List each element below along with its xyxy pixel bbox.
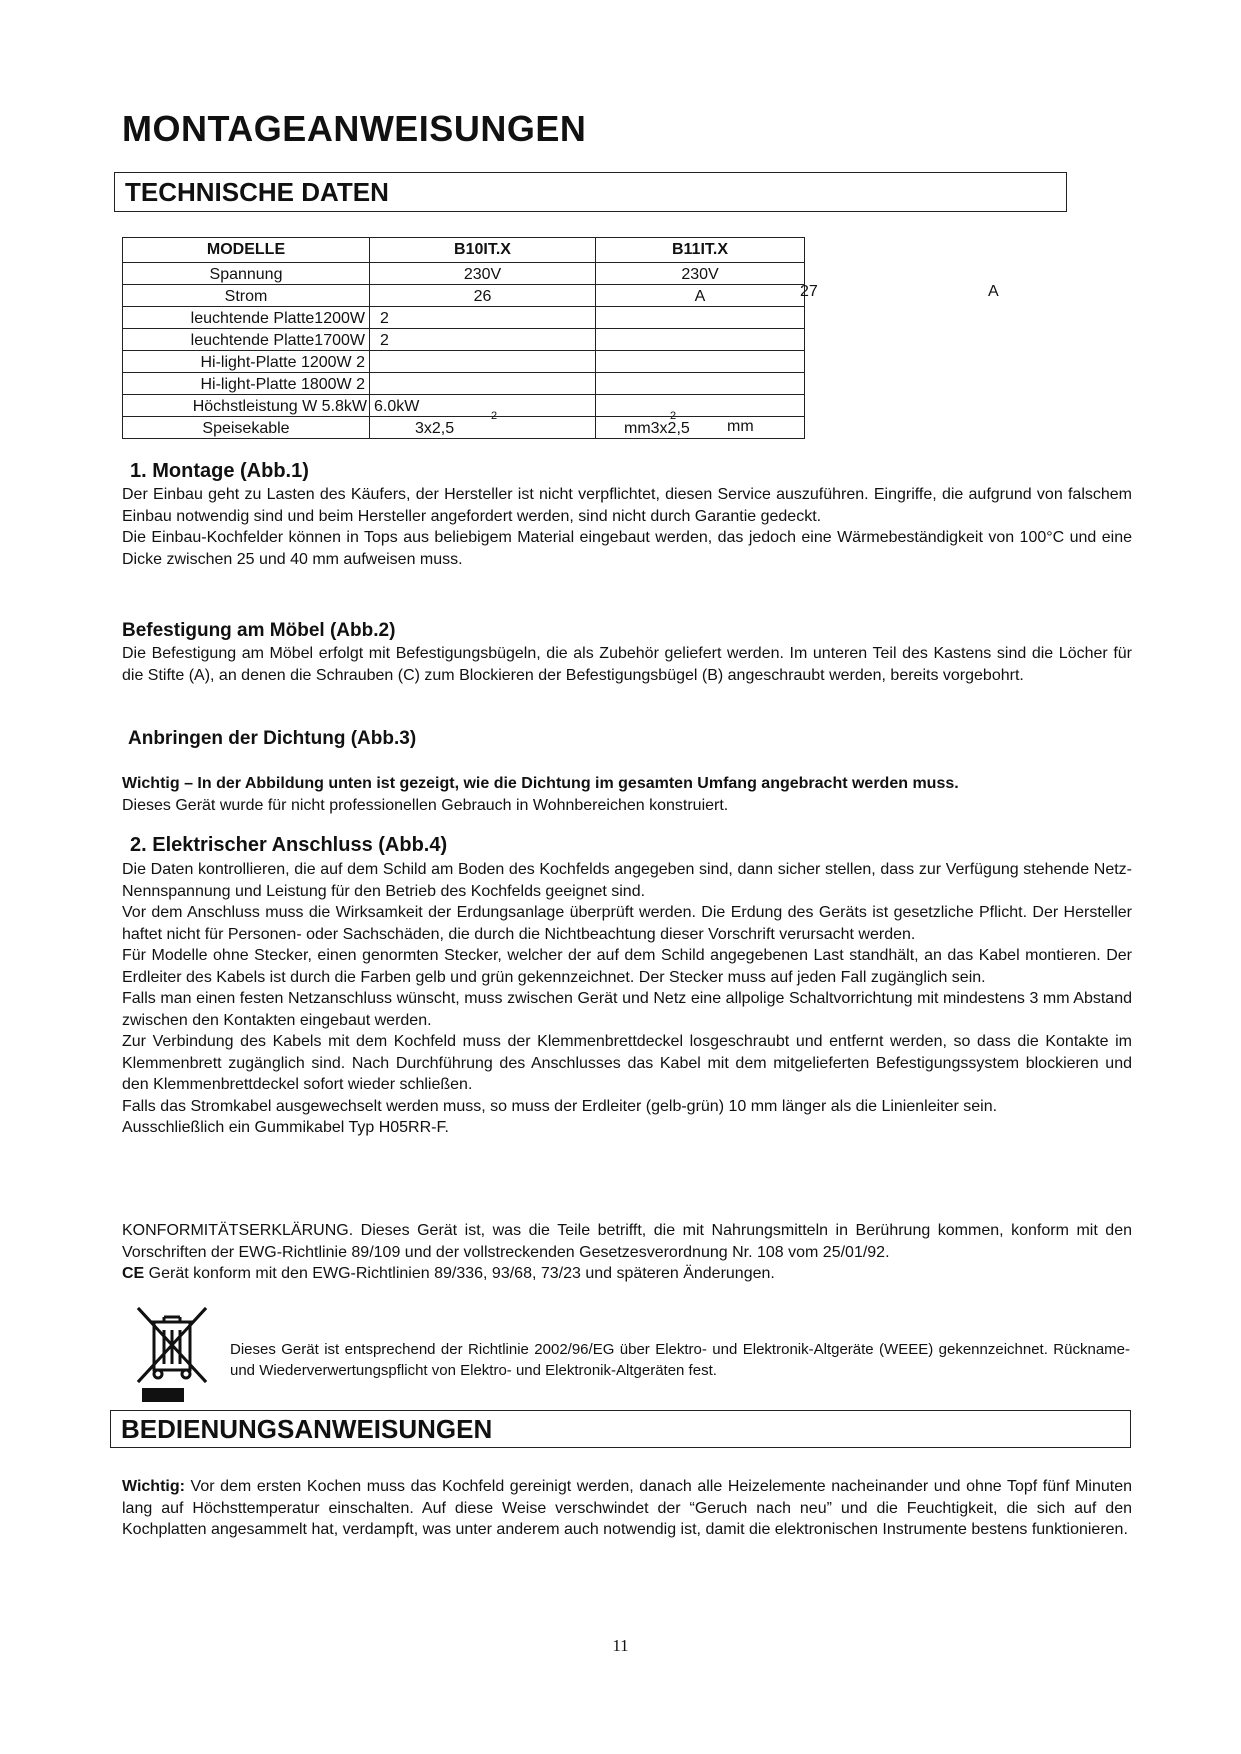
dichtung-section [122,773,1132,816]
superscript: 2 [670,410,677,422]
paragraph [122,1476,1132,1541]
table-cell: 230V [596,263,805,285]
konformitaet-section [122,1220,1132,1285]
table-cell [370,351,596,373]
table-cell [596,329,805,351]
table-cell: A [596,285,805,307]
table-row [123,351,805,373]
table-header-cell: B10IT.X [370,238,596,263]
spec-table [122,237,805,439]
ce-text: Gerät konform mit den EWG-Richtlinien 89/336, 93/68, 73/23 und späteren Änderungen. [144,1265,775,1282]
table-row [123,263,805,285]
paragraph: Zur Verbindung des Kabels mit dem Kochfeld muss der Klemmenbrettdeckel losgeschraubt und entfernt werden, so dass die Kontakte im Klemmenbrett zugänglich sind. Nach Durchführung des Anschlusses das Kabel mit dem mitgelieferten Befestigungssystem blockieren und den Klemmenbrettdeckel sofort wieder schließen. [122,1033,1132,1093]
table-cell: Hi-light-Platte 1200W 2 [123,351,370,373]
bedienung-heading-text: BEDIENUNGSANWEISUNGEN [121,1414,493,1444]
table-cell [596,373,805,395]
page-title: MONTAGEANWEISUNGEN [122,108,587,149]
table-cell: 2 [370,329,596,351]
paragraph: Die Daten kontrollieren, die auf dem Schild am Boden des Kochfelds angegeben sind, dann sicher stellen, dass zur Verfügung stehende Netz-Nennspannung und Leistung für den Betrieb des Kochfelds geeignet sind. [122,861,1132,900]
paragraph: Die Einbau-Kochfelder können in Tops aus beliebigem Material eingebaut werden, das jedoch eine Wärmebeständigkeit von 100°C und eine Dicke zwischen 25 und 40 mm aufweisen muss. [122,529,1132,568]
table-cell [596,395,805,417]
table-cell: leuchtende Platte1700W [123,329,370,351]
paragraph: Falls das Stromkabel ausgewechselt werden muss, so muss der Erdleiter (gelb-grün) 10 mm länger als die Linienleiter sein. [122,1097,998,1115]
table-header-cell: B11IT.X [596,238,805,263]
table-cell: 2 [370,307,596,329]
stray-value-a: A [988,283,999,300]
unit-mm: mm [727,418,754,435]
table-cell: Hi-light-Platte 1800W 2 [123,373,370,395]
befestigung-heading: Befestigung am Möbel (Abb.2) [122,620,396,641]
table-cell: mm3x2,5 [596,417,805,439]
stray-value-27: 27 [800,283,818,300]
table-header-cell: MODELLE [123,238,370,263]
table-cell: Strom [123,285,370,307]
paragraph: Für Modelle ohne Stecker, einen genormten Stecker, welcher der auf dem Schild angegebenen Last standhält, an das Kabel montieren. Der Erdleiter des Kabels ist durch die Farben gelb und grün gekennzeichnet. Der Stecker muss auf jeden Fall zugänglich sein. [122,947,1132,986]
elektrisch-section [122,859,1132,1139]
table-row [123,373,805,395]
table-cell [596,307,805,329]
befestigung-section [122,643,1132,686]
montage-heading: 1. Montage (Abb.1) [130,460,309,482]
paragraph: Falls man einen festen Netzanschluss wünscht, muss zwischen Gerät und Netz eine allpolige Schaltvorrichtung mit mindestens 3 mm Abstand zwischen den Kontakten eingebaut werden. [122,990,1132,1029]
table-cell [596,351,805,373]
weee-note: Dieses Gerät ist entsprechend der Richtlinie 2002/96/EG über Elektro- und Elektronik-Altgeräte (WEEE) gekennzeichnet. Rückname- und Wiederverwertungspflicht von Elektro- und Elektronik-Altgeräten fest. [230,1341,1130,1379]
table-row [123,417,805,439]
page-number: 11 [612,1636,629,1655]
paragraph: Die Befestigung am Möbel erfolgt mit Befestigungsbügeln, die als Zubehör geliefert werden. Im unteren Teil des Kastens sind die Löcher für die Stifte (A), an denen die Schrauben (C) zum Blockieren der Befestigungsbügel (B) angeschraubt werden, bereits vorgebohrt. [122,645,1132,684]
table-cell [370,373,596,395]
ce-line [122,1263,1132,1285]
table-row [123,395,805,417]
table-row [123,285,805,307]
table-cell: 6.0kW [370,395,596,417]
important-text: Vor dem ersten Kochen muss das Kochfeld gereinigt werden, danach alle Heizelemente nacheinander und ohne Topf fünf Minuten lang auf Höchsttemperatur einschalten. Auf diese Weise verschwindet der “Geruch nach neu” und die Feuchtigkeit, die sich auf den Kochplatten angesammelt hat, verdampft, was unter anderem auch notwendig ist, damit die elektronischen Instrumente bestens funktionieren. [122,1478,1132,1538]
table-cell: Speisekable [123,417,370,439]
tech-data-heading [114,172,1067,212]
table-cell: 230V [370,263,596,285]
montage-section [122,484,1132,570]
paragraph: Der Einbau geht zu Lasten des Käufers, der Hersteller ist nicht verpflichtet, diesen Service auszuführen. Eingriffe, die aufgrund von falschem Einbau notwendig sind und beim Hersteller angefordert werden, sind nicht durch Garantie gedeckt. [122,486,1132,525]
bedienung-heading [110,1410,1131,1448]
paragraph: Vor dem Anschluss muss die Wirksamkeit der Erdungsanlage überprüft werden. Die Erdung des Geräts ist gesetzliche Pflicht. Der Hersteller haftet nicht für Personen- oder Sachschäden, die durch die Nichtbeachtung dieser Vorschrift verursacht werden. [122,904,1132,943]
table-header-row [123,238,805,263]
table-cell: leuchtende Platte1200W [123,307,370,329]
paragraph: KONFORMITÄTSERKLÄRUNG. Dieses Gerät ist, was die Teile betrifft, die mit Nahrungsmitteln in Berührung kommen, konform mit den Vorschriften der EWG-Richtlinie 89/109 und der vollstreckenden Gesetzesverordnung Nr. 108 vom 25/01/92. [122,1222,1132,1261]
elektrisch-heading: 2. Elektrischer Anschluss (Abb.4) [130,834,448,856]
tech-data-heading-text: TECHNISCHE DATEN [125,177,389,207]
table-row [123,307,805,329]
bedienung-section [122,1476,1132,1541]
important-label: Wichtig: [122,1478,185,1495]
weee-crossed-bin-icon [134,1306,214,1402]
paragraph: Ausschließlich ein Gummikabel Typ H05RR-F. [122,1119,449,1136]
superscript: 2 [491,410,498,422]
ce-label: CE [122,1265,145,1282]
table-cell: 3x2,5 [370,417,596,439]
table-row [123,329,805,351]
paragraph: Dieses Gerät wurde für nicht professionellen Gebrauch in Wohnbereichen konstruiert. [122,796,729,814]
important-note: Wichtig – In der Abbildung unten ist gezeigt, wie die Dichtung im gesamten Umfang angebracht werden muss. [122,775,959,792]
dichtung-heading: Anbringen der Dichtung (Abb.3) [128,728,417,749]
table-cell: Spannung [123,263,370,285]
table-cell: Höchstleistung W 5.8kW [123,395,370,417]
table-cell: 26 [370,285,596,307]
